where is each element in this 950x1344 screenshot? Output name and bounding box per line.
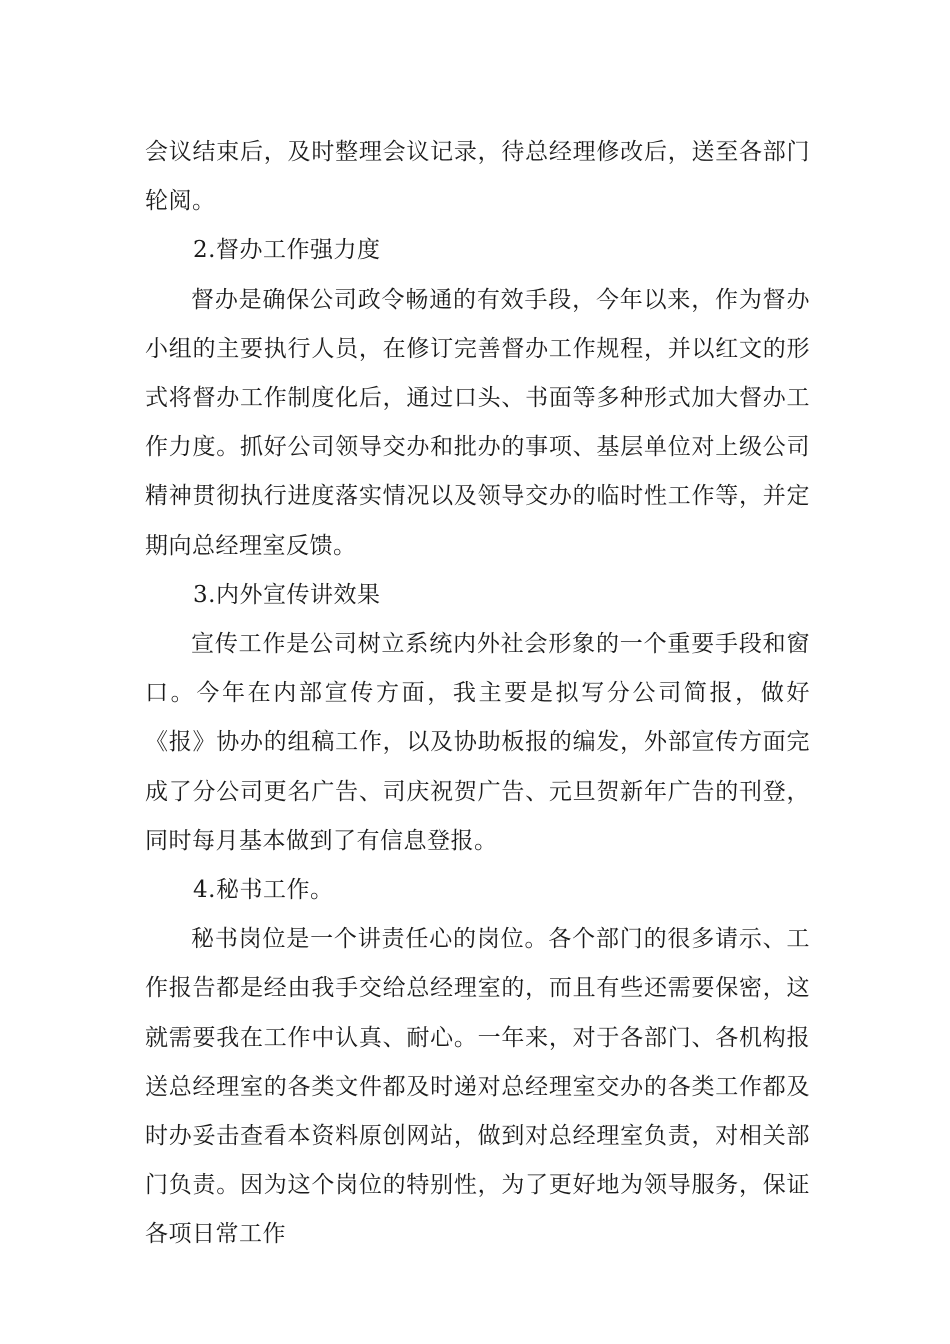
paragraph-secretary: 秘书岗位是一个讲责任心的岗位。各个部门的很多请示、工作报告都是经由我手交给总经理室的，而且有些还需要保密，这就需要我在工作中认真、耐心。一年来，对于各部门、各机构报送总经理室的各类文件都及时递对总经理室交办的各类工作都及时办妥击查看本资料原创网站，做到对总经理室负责，对相关部门负责。因为这个岗位的特别性，为了更好地为领导服务，保证各项日常工作: [145, 926, 810, 1248]
paragraph-supervision: 督办是确保公司政令畅通的有效手段，今年以来，作为督办小组的主要执行人员，在修订完善督办工作规程，并以红文的形式将督办工作制度化后，通过口头、书面等多种形式加大督办工作力度。抓好公司领导交办和批办的事项、基层单位对上级公司精神贯彻执行进度落实情况以及领导交办的临时性工作等，并定期向总经理室反馈。: [145, 286, 810, 559]
paragraph-continued: 会议结束后，及时整理会议记录，待总经理修改后，送至各部门轮阅。: [145, 139, 810, 215]
section-heading-publicity: 3.内外宣传讲效果: [193, 581, 381, 608]
section-heading-secretary: 4.秘书工作。: [193, 877, 334, 904]
document-body: [145, 128, 810, 1260]
section-heading-supervision: 2.督办工作强力度: [193, 237, 381, 264]
paragraph-publicity: 宣传工作是公司树立系统内外社会形象的一个重要手段和窗口。今年在内部宣传方面，我主要是拟写分公司简报，做好《报》协办的组稿工作，以及协助板报的编发，外部宣传方面完成了分公司更名广告、司庆祝贺广告、元旦贺新年广告的刊登，同时每月基本做到了有信息登报。: [145, 631, 810, 854]
